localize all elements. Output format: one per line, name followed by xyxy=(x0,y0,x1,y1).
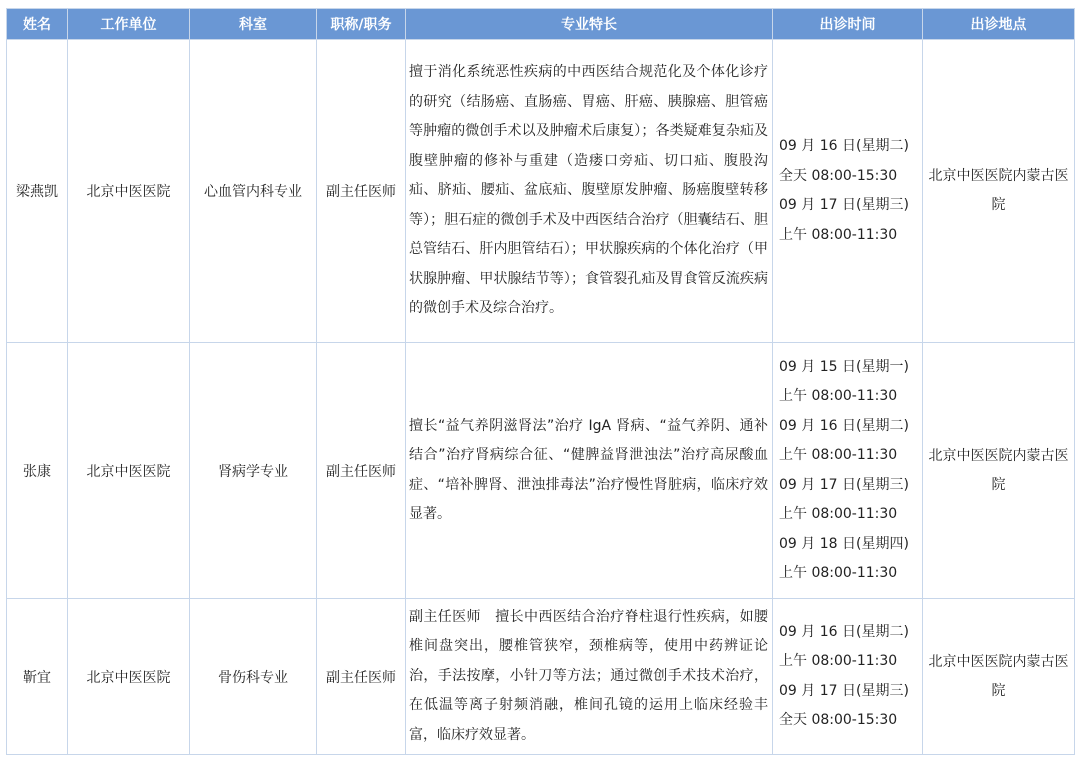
schedule-line: 09 月 17 日(星期三) xyxy=(779,682,909,699)
cell-schedule xyxy=(773,40,923,343)
schedule-line: 上午 08:00-11:30 xyxy=(779,226,898,243)
cell-specialty: 擅于消化系统恶性疾病的中西医结合规范化及个体化诊疗的研究（结肠癌、直肠癌、胃癌、肝癌、胰腺癌、胆管癌等肿瘤的微创手术以及肿瘤术后康复）；各类疑难复杂疝及腹壁肿瘤的修补与重建（造瘘口旁疝、切口疝、腹股沟疝、脐疝、腰疝、盆底疝、腹壁原发肿瘤、肠癌腹壁转移等）；胆石症的微创手术及中西医结合治疗（胆囊结石、胆总管结石、肝内胆管结石）；甲状腺疾病的个体化治疗（甲状腺肿瘤、甲状腺结节等）；食管裂孔疝及胃食管反流疾病的微创手术及综合治疗。 xyxy=(406,40,773,343)
cell-name: 梁燕凯 xyxy=(7,40,68,343)
cell-specialty: 擅长“益气养阴滋肾法”治疗 IgA 肾病、“益气养阴、通补结合”治疗肾病综合征、“健脾益肾泄浊法”治疗高尿酸血症、“培补脾肾、泄浊排毒法”治疗慢性肾脏病，临床疗效显著。 xyxy=(406,343,773,599)
header-schedule: 出诊时间 xyxy=(773,9,923,40)
table-row xyxy=(7,40,1075,343)
cell-place: 北京中医医院内蒙古医院 xyxy=(923,40,1075,343)
header-place: 出诊地点 xyxy=(923,9,1075,40)
cell-unit: 北京中医医院 xyxy=(68,343,190,599)
header-title: 职称/职务 xyxy=(317,9,406,40)
schedule-line: 上午 08:00-11:30 xyxy=(779,653,898,669)
schedule-line: 上午 08:00-11:30 xyxy=(779,565,898,581)
cell-title: 副主任医师 xyxy=(317,343,406,599)
table-header-row xyxy=(7,9,1075,40)
cell-unit: 北京中医医院 xyxy=(68,599,190,755)
schedule-line: 09 月 16 日(星期二) xyxy=(779,623,909,640)
header-dept: 科室 xyxy=(190,9,317,40)
schedule-line: 上午 08:00-11:30 xyxy=(779,506,898,522)
cell-place: 北京中医医院内蒙古医院 xyxy=(923,599,1075,755)
cell-name: 靳宜 xyxy=(7,599,68,755)
schedule-line: 09 月 16 日(星期二) xyxy=(779,138,909,154)
schedule-line: 全天 08:00-15:30 xyxy=(779,167,898,184)
header-name: 姓名 xyxy=(7,9,68,40)
cell-schedule xyxy=(773,599,923,755)
schedule-line: 09 月 17 日(星期三) xyxy=(779,197,909,213)
cell-place: 北京中医医院内蒙古医院 xyxy=(923,343,1075,599)
schedule-line: 09 月 15 日(星期一) xyxy=(779,358,909,375)
cell-specialty: 副主任医师 擅长中西医结合治疗脊柱退行性疾病，如腰椎间盘突出，腰椎管狭窄，颈椎病等，使用中药辨证论治，手法按摩，小针刀等方法；通过微创手术技术治疗，在低温等离子射频消融，椎间孔镜的运用上临床经验丰富，临床疗效显著。 xyxy=(406,599,773,755)
cell-title: 副主任医师 xyxy=(317,599,406,755)
cell-schedule xyxy=(773,343,923,599)
schedule-line: 全天 08:00-15:30 xyxy=(779,712,898,728)
schedule-line: 09 月 16 日(星期二) xyxy=(779,417,909,434)
schedule-line: 09 月 17 日(星期三) xyxy=(779,476,909,493)
table-row xyxy=(7,599,1075,755)
doctor-schedule-table xyxy=(6,8,1075,755)
cell-dept: 骨伤科专业 xyxy=(190,599,317,755)
schedule-line: 09 月 18 日(星期四) xyxy=(779,535,909,552)
table-row xyxy=(7,343,1075,599)
cell-unit: 北京中医医院 xyxy=(68,40,190,343)
cell-title: 副主任医师 xyxy=(317,40,406,343)
cell-name: 张康 xyxy=(7,343,68,599)
schedule-line: 上午 08:00-11:30 xyxy=(779,447,898,463)
header-unit: 工作单位 xyxy=(68,9,190,40)
schedule-table-container xyxy=(6,8,1074,755)
cell-dept: 心血管内科专业 xyxy=(190,40,317,343)
cell-dept: 肾病学专业 xyxy=(190,343,317,599)
header-specialty: 专业特长 xyxy=(406,9,773,40)
schedule-line: 上午 08:00-11:30 xyxy=(779,388,898,404)
